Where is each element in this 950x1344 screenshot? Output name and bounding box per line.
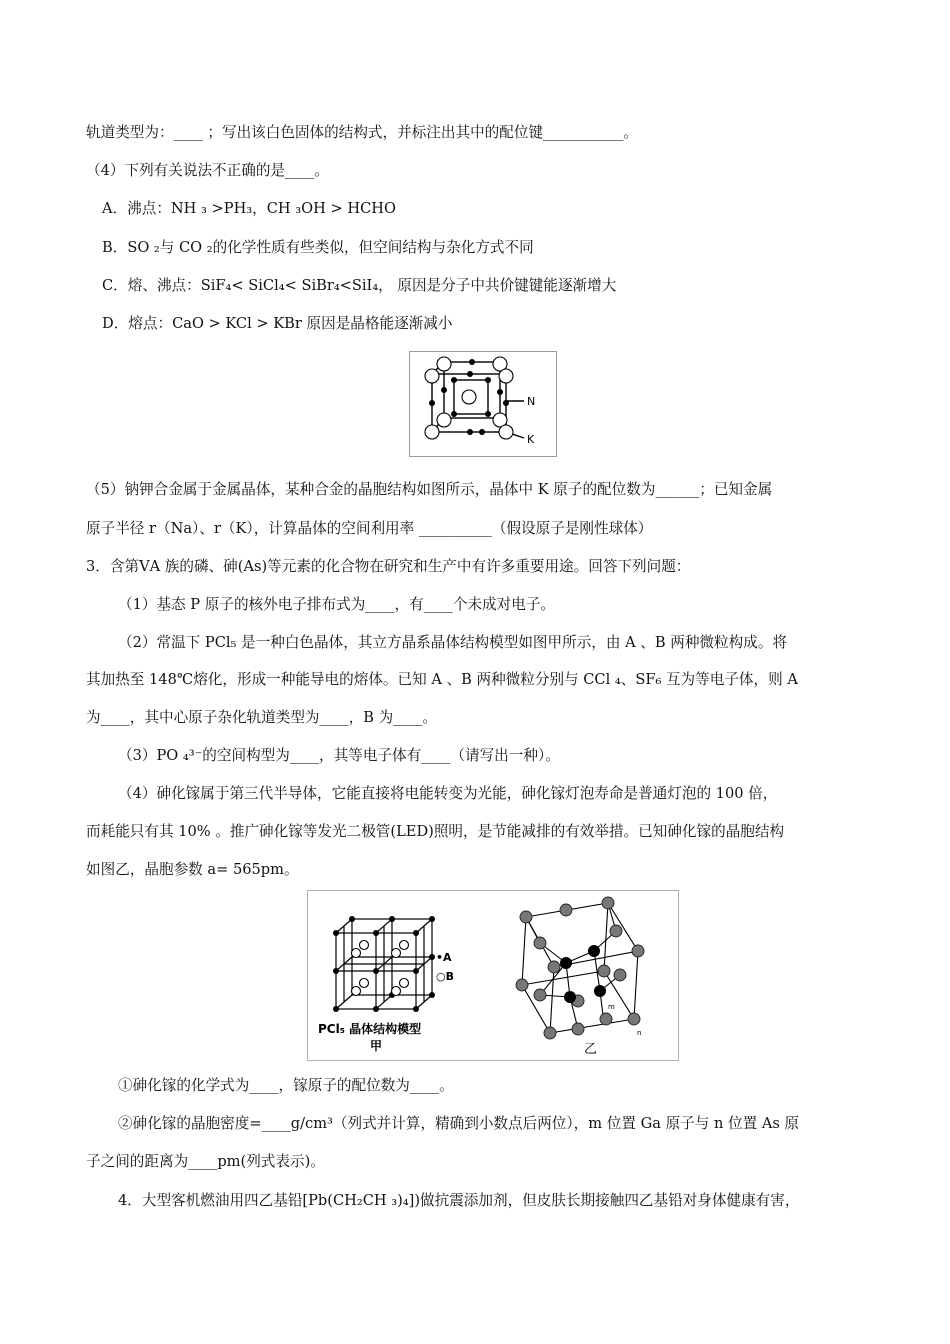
question-3-4-line2: 而耗能只有其 10% 。推广砷化镓等发光二极管(LED)照明，是节能减排的有效举措。已知砷化镓的晶胞结构	[86, 823, 785, 840]
label-m: m	[608, 1003, 615, 1011]
label-k: K	[527, 433, 535, 446]
question-3-2-line3: 为____，其中心原子杂化轨道类型为____，B 为____。	[86, 709, 438, 726]
question-5-line2: 原子半径 r（Na）、r（K），计算晶体的空间利用率 __________（假设原子是刚性球体）	[86, 520, 653, 537]
question-3-sub-2-line1: ②砷化镓的晶胞密度=____g/cm³（列式并计算，精确到小数点后两位），m 位置 Ga 原子与 n 位置 As 原	[118, 1115, 800, 1132]
legend-a: •A	[436, 951, 452, 964]
label-n: n	[637, 1029, 642, 1037]
crystal-structures-figure	[307, 890, 679, 1061]
option-a: A．沸点：NH ₃ >PH₃，CH ₃OH > HCHO	[102, 200, 396, 217]
option-b: B．SO ₂与 CO ₂的化学性质有些类似，但空间结构与杂化方式不同	[102, 239, 534, 256]
legend-b: ○B	[436, 970, 454, 983]
question-3-2-line2: 其加热至 148℃熔化，形成一种能导电的熔体。已知 A 、B 两种微粒分别与 CCl ₄、SF₆ 互为等电子体，则 A	[86, 671, 798, 688]
question-3-sub-1: ①砷化镓的化学式为____，镓原子的配位数为____。	[118, 1077, 454, 1094]
caption-jia: 甲	[370, 1039, 383, 1053]
question-3-2-line1: （2）常温下 PCl₅ 是一种白色晶体，其立方晶系晶体结构模型如图甲所示，由 A 、B 两种微粒构成。将	[118, 634, 788, 651]
question-4-title: 4．大型客机燃油用四乙基铅[Pb(CH₂CH ₃)₄])做抗震添加剂，但皮肤长期接触四乙基铅对身体健康有害，	[118, 1192, 800, 1209]
question-5-line1: （5）钠钾合金属于金属晶体，某种合金的晶胞结构如图所示，晶体中 K 原子的配位数为______；已知金属	[86, 481, 773, 498]
option-c: C．熔、沸点：SiF₄< SiCl₄< SiBr₄<SiI₄， 原因是分子中共价键键能逐渐增大	[102, 277, 617, 294]
question-3-title: 3．含第ⅤA 族的磷、砷(As)等元素的化合物在研究和生产中有许多重要用途。回答下列问题：	[86, 558, 691, 575]
question-3-sub-2-line2: 子之间的距离为____pm(列式表示)。	[86, 1153, 325, 1170]
label-n: N	[527, 395, 536, 408]
caption-yi: 乙	[584, 1042, 598, 1057]
text-line: 轨道类型为：____ ；写出该白色固体的结构式，并标注出其中的配位键___________。	[86, 124, 638, 141]
question-3-4-line1: （4）砷化镓属于第三代半导体，它能直接将电能转变为光能，砷化镓灯泡寿命是普通灯泡的 100 倍，	[118, 785, 778, 802]
na-k-unit-cell-figure	[409, 351, 557, 457]
option-d: D．熔点：CaO > KCl > KBr 原因是晶格能逐渐减小	[102, 315, 453, 332]
question-3-1: （1）基态 P 原子的核外电子排布式为____，有____个未成对电子。	[118, 596, 556, 613]
question-3-3: （3）PO ₄³⁻的空间构型为____，其等电子体有____（请写出一种）。	[118, 747, 560, 764]
question-3-4-line3: 如图乙，晶胞参数 a= 565pm。	[86, 861, 299, 878]
question-4-stem: （4）下列有关说法不正确的是____。	[86, 162, 329, 179]
caption-pcl5: PCl₅ 晶体结构模型	[318, 1022, 422, 1036]
